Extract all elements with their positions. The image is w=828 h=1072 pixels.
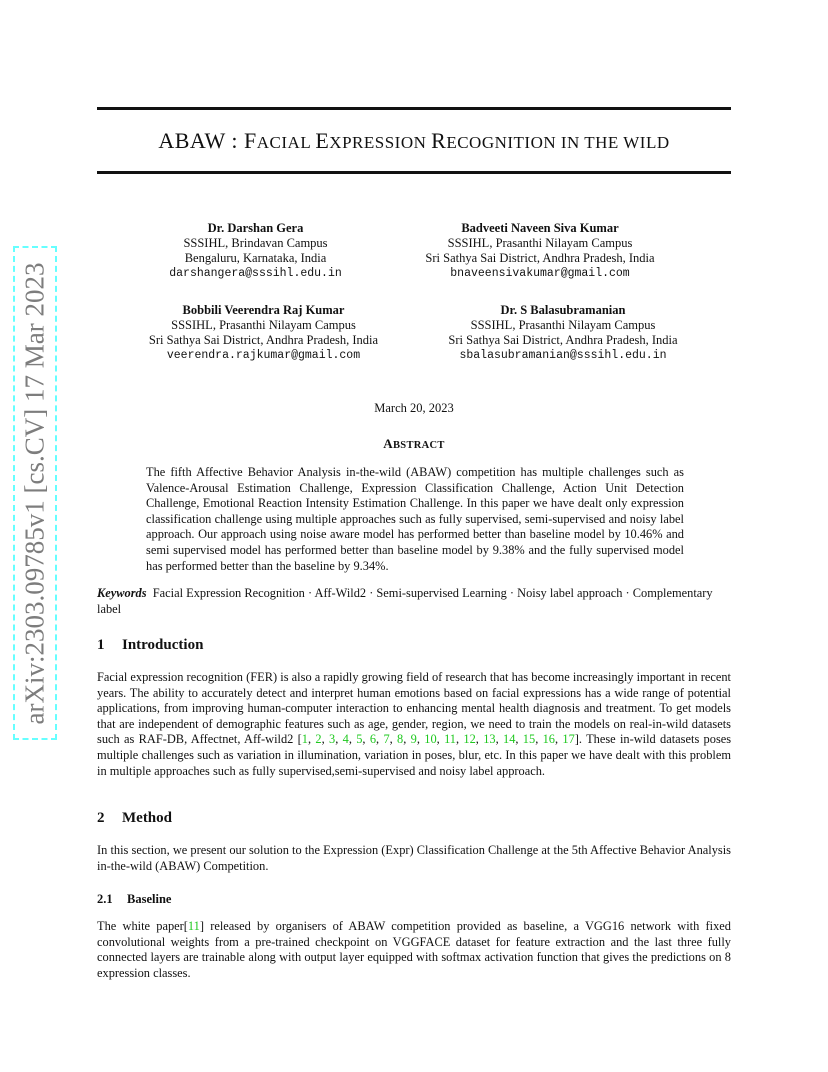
baseline-paragraph: The white paper[11] released by organisers of ABAW competition provided as baseline, a VGG16 network with fixed convolutional weights from a pre-trained checkpoint on VGGFACE dataset for feature extraction and the last three fully connected layers are trainable along with output layer equipped with softmax activation function that gives the predictions on 8 expression classes. (97, 919, 731, 980)
author-affiliation: SSSIHL, Prasanthi Nilayam Campus (171, 318, 356, 332)
keywords-label: Keywords (97, 586, 147, 600)
abstract-heading: ABSTRACT (383, 436, 445, 451)
citation-link[interactable]: 12 (463, 732, 476, 747)
paper-date: March 20, 2023 (374, 401, 454, 415)
subsection-heading-baseline: 2.1 Baseline (97, 892, 172, 906)
author-affiliation: SSSIHL, Brindavan Campus (183, 236, 328, 250)
citation-link[interactable]: 16 (542, 732, 555, 747)
citation-link[interactable]: 1 (301, 732, 308, 747)
citation-link[interactable]: 11 (444, 732, 456, 747)
introduction-paragraph: Facial expression recognition (FER) is also a rapidly growing field of research that has become increasingly important in recent years. The ability to accurately detect and interpret human emotions based on facial expressions has a wide range of potential applications, from improving human-computer interaction to enhancing mental health diagnosis and treatment. To get models that are independent of demographic features such as age, gender, region, we need to train the models on real-in-wild datasets such as RAF-DB, Affectnet, Aff-wild2 [1, 2, 3, 4, 5, 6, 7, 8, 9, 10, 11, 12, 13, 14, 15, 16, 17]. These in-wild datasets poses multiple challenges such as variation in illumination, variation in poses, blur, etc. In this paper we have dealt with this problem in multiple approaches such as fully supervised,semi-supervised and noisy label approach. (97, 670, 732, 778)
citation-link[interactable]: 14 (503, 732, 516, 747)
citation-link[interactable]: 6 (369, 732, 377, 747)
author-name: Dr. S Balasubramanian (500, 303, 626, 317)
method-paragraph: In this section, we present our solution to the Expression (Expr) Classification Challenge at the 5th Affective Behavior Analysis in-the-wild (ABAW) Competition. (97, 843, 731, 873)
author-affiliation: SSSIHL, Prasanthi Nilayam Campus (470, 318, 656, 332)
arxiv-stamp (15, 248, 55, 738)
author-email[interactable]: bnaveensivakumar@gmail.com (450, 267, 630, 280)
citation-link[interactable]: 11 (187, 919, 200, 933)
citation-link[interactable]: 15 (522, 732, 536, 747)
citation-link[interactable]: 2 (315, 732, 322, 747)
title-rule-top (97, 107, 731, 110)
author-name: Dr. Darshan Gera (207, 221, 304, 235)
keywords-list: Facial Expression Recognition · Aff-Wild2 · Semi-supervised Learning · Noisy label approach · Complementary label (97, 586, 713, 616)
abstract-text: The fifth Affective Behavior Analysis in-the-wild (ABAW) competition has multiple challenges such as Valence-Arousal Estimation Challenge, Expression Classification Challenge, Action Unit Detection Challenge, Emotional Reaction Intensity Estimation Challenge. In this paper we have dealt only expression classification challenge using multiple approaches such as fully supervised, semi-supervised and noisy label approach. Our approach using noise aware model has performed better than baseline model by 10.46% and semi supervised model has performed better than baseline model by 9.38% and the fully supervised model has performed better than the baseline by 9.34%. (146, 465, 684, 573)
author-block-3 (126, 303, 401, 363)
citation-link[interactable]: 13 (483, 732, 496, 747)
author-email[interactable]: darshangera@sssihl.edu.in (169, 267, 342, 280)
author-location: Sri Sathya Sai District, Andhra Pradesh, India (425, 251, 655, 265)
title-rule-bottom (97, 171, 731, 174)
author-location: Sri Sathya Sai District, Andhra Pradesh, India (448, 333, 678, 347)
author-block-2 (400, 221, 680, 281)
citation-link[interactable]: 4 (342, 732, 349, 747)
author-name: Badveeti Naveen Siva Kumar (461, 221, 619, 235)
author-block-4 (418, 303, 708, 363)
citation-link[interactable]: 5 (356, 732, 363, 747)
citation-link[interactable]: 17 (562, 732, 575, 747)
citation-list: 1, 2, 3, 4, 5, 6, 7, 8, 9, 10, 11, 12, 13, 14, 15, 16, 17 (301, 732, 575, 747)
paper-title: ABAW : FACIAL EXPRESSION RECOGNITION IN THE WILD (158, 128, 670, 153)
author-email[interactable]: sbalasubramanian@sssihl.edu.in (459, 349, 667, 362)
section-heading-method: 2 Method (97, 810, 172, 826)
author-affiliation: SSSIHL, Prasanthi Nilayam Campus (447, 236, 633, 250)
author-email[interactable]: veerendra.rajkumar@gmail.com (166, 349, 361, 362)
author-location: Bengaluru, Karnataka, India (184, 251, 327, 265)
citation-link[interactable]: 7 (383, 732, 390, 747)
author-location: Sri Sathya Sai District, Andhra Pradesh, India (148, 333, 379, 347)
section-heading-introduction: 1 Introduction (97, 637, 204, 653)
citation-link[interactable]: 8 (397, 732, 404, 747)
citation-link[interactable]: 9 (410, 732, 417, 747)
citation-link[interactable]: 10 (424, 732, 437, 747)
keywords (97, 586, 731, 617)
citation-link[interactable]: 3 (329, 732, 336, 747)
author-block-1 (148, 221, 363, 281)
arxiv-stamp-text: arXiv:2303.09785v1 [cs.CV] 17 Mar 2023 (19, 262, 50, 724)
author-name: Bobbili Veerendra Raj Kumar (182, 303, 345, 317)
